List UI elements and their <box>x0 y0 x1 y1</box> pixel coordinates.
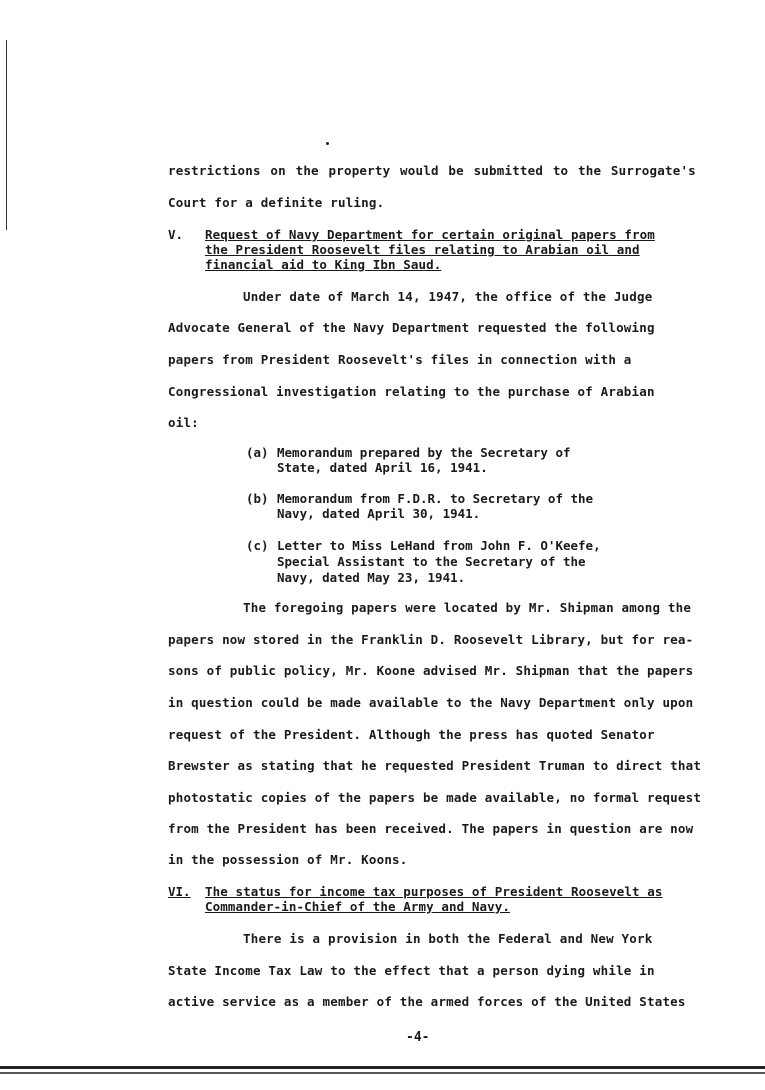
section-v-number: V. <box>168 227 184 242</box>
section-vi-number: VI. <box>168 884 191 899</box>
section-v-intro-line-5: oil: <box>168 415 199 430</box>
section-v-body-line-9: in the possession of Mr. Koons. <box>168 852 408 867</box>
item-c-label: (c) <box>246 538 269 553</box>
item-a-line-2: State, dated April 16, 1941. <box>277 460 488 475</box>
section-v-heading-line-3: financial aid to King Ibn Saud. <box>205 257 442 272</box>
section-v-intro-line-4: Congressional investigation relating to the purchase of Arabian <box>168 384 655 399</box>
section-v-intro-line-2: Advocate General of the Navy Department requested the following <box>168 320 655 335</box>
section-v-intro-line-3: papers from President Roosevelt's files in connection with a <box>168 352 632 367</box>
item-a-label: (a) <box>246 445 269 460</box>
section-v-body-line-8: from the President has been received. The papers in question are now <box>168 821 694 836</box>
item-c-line-3: Navy, dated May 23, 1941. <box>277 570 466 585</box>
section-vi-heading-line-2: Commander-in-Chief of the Army and Navy. <box>205 899 511 914</box>
continuation-line-1: restrictions on the property would be submitted to the Surrogate's <box>168 163 696 178</box>
section-v-body-line-4: in question could be made available to the Navy Department only upon <box>168 695 694 710</box>
section-vi-body-line-2: State Income Tax Law to the effect that a person dying while in <box>168 963 655 978</box>
section-v-body-line-7: photostatic copies of the papers be made available, no formal request <box>168 790 702 805</box>
page-number: -4- <box>406 1030 430 1045</box>
item-c-line-1: Letter to Miss LeHand from John F. O'Keefe, <box>277 538 601 553</box>
item-b-line-2: Navy, dated April 30, 1941. <box>277 506 481 521</box>
section-vi-body-line-1: There is a provision in both the Federal and New York <box>243 931 653 946</box>
section-v-body-line-3: sons of public policy, Mr. Koone advised Mr. Shipman that the papers <box>168 663 694 678</box>
continuation-line-2: Court for a definite ruling. <box>168 195 385 210</box>
section-vi-heading-line-1: The status for income tax purposes of President Roosevelt as <box>205 884 663 899</box>
scan-speck <box>326 142 329 145</box>
item-a-line-1: Memorandum prepared by the Secretary of <box>277 445 571 460</box>
scan-edge-line <box>6 40 7 230</box>
section-v-body-line-2: papers now stored in the Franklin D. Roosevelt Library, but for rea- <box>168 632 694 647</box>
item-b-line-1: Memorandum from F.D.R. to Secretary of the <box>277 491 594 506</box>
section-v-body-line-6: Brewster as stating that he requested President Truman to direct that <box>168 758 702 773</box>
section-v-body-line-5: request of the President. Although the press has quoted Senator <box>168 727 655 742</box>
item-b-label: (b) <box>246 491 269 506</box>
item-c-line-2: Special Assistant to the Secretary of the <box>277 554 586 569</box>
section-vi-body-line-3: active service as a member of the armed forces of the United States <box>168 994 686 1009</box>
section-v-body-line-1: The foregoing papers were located by Mr. Shipman among the <box>243 600 692 615</box>
section-v-heading-line-1: Request of Navy Department for certain original papers from <box>205 227 655 242</box>
section-v-heading-line-2: the President Roosevelt files relating to Arabian oil and <box>205 242 640 257</box>
section-v-intro-line-1: Under date of March 14, 1947, the office of the Judge <box>243 289 653 304</box>
scan-bottom-edge <box>0 1066 765 1069</box>
scan-bottom-edge-shadow <box>0 1072 765 1074</box>
